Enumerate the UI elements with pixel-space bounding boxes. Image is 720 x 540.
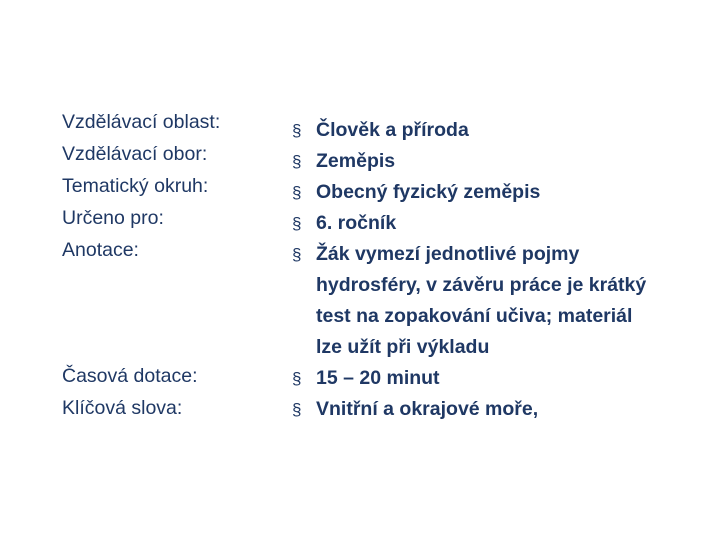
value-text: Žák vymezí jednotlivé pojmy hydrosféry, v závěru práce je krátký test na zopakování učiva; materiál lze užít při výkladu: [316, 243, 647, 358]
value-vzdelavaci-obor: [292, 146, 692, 177]
value-urceno-pro: [292, 208, 692, 239]
value-list: [292, 115, 692, 425]
bullet-icon: §: [292, 245, 302, 264]
label-urceno-pro: Určeno pro:: [62, 207, 164, 229]
value-text: Člověk a příroda: [316, 119, 469, 141]
value-casova-dotace: [292, 363, 692, 394]
value-text: 6. ročník: [316, 212, 397, 234]
label-vzdelavaci-oblast: Vzdělávací oblast:: [62, 111, 221, 133]
label-anotace: Anotace:: [62, 239, 139, 261]
bullet-icon: §: [292, 183, 302, 202]
value-text: Zeměpis: [316, 150, 396, 172]
label-column: [62, 106, 277, 266]
label-vzdelavaci-obor: Vzdělávací obor:: [62, 143, 208, 165]
value-vzdelavaci-oblast: [292, 115, 692, 146]
value-text: Obecný fyzický zeměpis: [316, 181, 541, 203]
value-text: Vnitřní a okrajové moře,: [316, 398, 539, 420]
bullet-icon: §: [292, 152, 302, 171]
bullet-icon: §: [292, 369, 302, 388]
value-klicova-slova: [292, 394, 692, 425]
value-anotace: [292, 239, 692, 363]
value-tematicky-okruh: [292, 177, 692, 208]
bullet-icon: §: [292, 400, 302, 419]
label-casova-dotace: Časová dotace:: [62, 365, 198, 387]
label-klicova-slova: Klíčová slova:: [62, 397, 183, 419]
bullet-icon: §: [292, 214, 302, 233]
label-column-bottom: [62, 360, 277, 424]
label-tematicky-okruh: Tematický okruh:: [62, 175, 209, 197]
value-text: 15 – 20 minut: [316, 367, 440, 389]
bullet-icon: §: [292, 121, 302, 140]
